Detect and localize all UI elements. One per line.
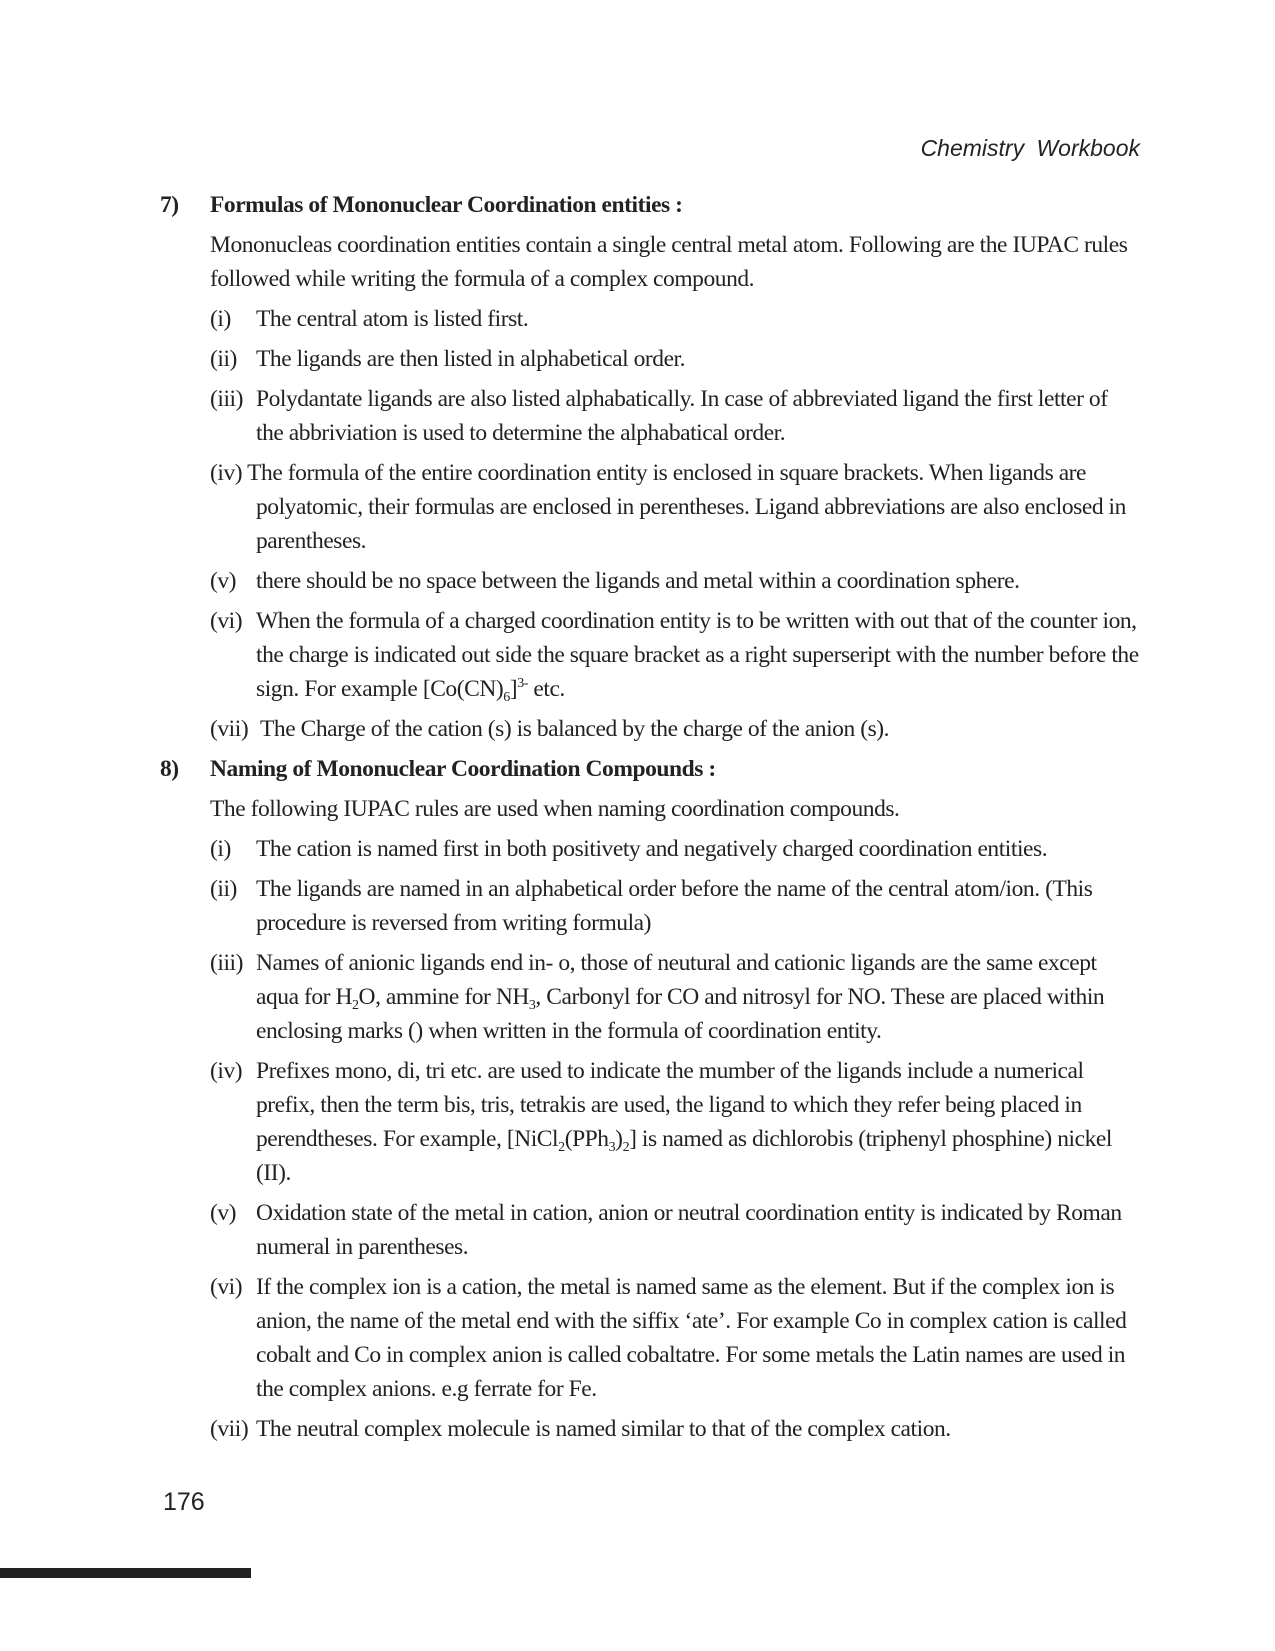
list-text-part: When the formula of a charged coordination entity is to be written with out that of the counter ion, the charge is indicated out side the square bracket as a right superseript with the number before the sign. For example xyxy=(256,608,1139,702)
formula-subscript: 2 xyxy=(558,1140,565,1155)
list-text-part: , Carbonyl for CO and nitrosyl for NO. These are placed within enclosing marks () when written in the formula of coordination entity. xyxy=(256,984,1105,1044)
section-title: Formulas of Mononuclear Coordination entities : xyxy=(210,192,683,218)
list-item xyxy=(160,382,1140,450)
list-text: If the complex ion is a cation, the metal is named same as the element. But if the complex ion is anion, the name of the metal end with the siffix ‘ate’. For example Co in complex cation is called cobalt and Co in complex anion is called cobaltatre. For some metals the Latin names are used in the complex anions. e.g ferrate for Fe. xyxy=(256,1274,1127,1402)
list-marker: (ii) xyxy=(210,876,237,902)
list-marker: (v) xyxy=(210,1200,237,1226)
list-marker: (ii) xyxy=(210,346,237,372)
list-text xyxy=(256,946,1140,1048)
section-8-intro: The following IUPAC rules are used when naming coordination compounds. xyxy=(210,796,900,822)
list-text: The formula of the entire coordination entity is enclosed in square brackets. When ligands are polyatomic, their formulas are enclosed in perentheses. Ligand abbreviations are also enclosed in parentheses. xyxy=(247,460,1126,554)
list-text: The cation is named first in both positivety and negatively charged coordination entities. xyxy=(256,836,1048,862)
footer-bar xyxy=(0,1568,251,1578)
list-item xyxy=(160,1196,1140,1264)
section-title: Naming of Mononuclear Coordination Compounds : xyxy=(210,756,716,782)
formula-part: ] xyxy=(509,676,518,702)
running-header: Chemistry Workbook xyxy=(920,135,1140,161)
list-item xyxy=(160,342,1140,376)
formula-superscript: 3- xyxy=(517,676,528,691)
list-marker: (iv) xyxy=(210,460,243,486)
list-marker: (i) xyxy=(210,836,231,862)
list-text xyxy=(256,1054,1140,1190)
list-marker: (vii) xyxy=(210,716,249,742)
list-text-part: Names of anionic ligands end in- o, those of neutural and cationic ligands are the same except aqua for H xyxy=(256,950,1097,1010)
list-text: Polydantate ligands are also listed alphabatically. In case of abbreviated ligand the first letter of the abbriviation is used to determine the alphabatical order. xyxy=(256,386,1108,446)
list-text-part: ) xyxy=(615,1126,623,1152)
section-number: 7) xyxy=(160,192,179,218)
chemical-formula xyxy=(422,676,528,705)
section-7-intro: Mononucleas coordination entities contain a single central metal atom. Following are the IUPAC rules followed while writing the formula of a complex compound. xyxy=(210,232,1128,292)
list-marker: (i) xyxy=(210,306,231,332)
list-text: The central atom is listed first. xyxy=(256,306,529,332)
list-text: The ligands are then listed in alphabetical order. xyxy=(256,346,686,372)
list-item xyxy=(160,456,1140,558)
page-content xyxy=(160,188,1140,1452)
list-text-part: (PPh xyxy=(564,1126,609,1152)
list-item xyxy=(160,872,1140,940)
list-text-part: ] is named as dichlorobis (triphenyl phosphine) nickel (II). xyxy=(256,1126,1112,1186)
formula-subscript: 6 xyxy=(503,690,510,705)
list-item xyxy=(160,1412,1140,1446)
list-item xyxy=(160,946,1140,1048)
list-item xyxy=(160,832,1140,866)
list-text: The ligands are named in an alphabetical order before the name of the central atom/ion. (This procedure is reversed from writing formula) xyxy=(256,876,1093,936)
list-marker: (vii) xyxy=(210,1416,249,1442)
list-marker: (iv) xyxy=(210,1058,243,1084)
section-8-heading xyxy=(160,752,1140,786)
list-marker: (vi) xyxy=(210,608,243,634)
list-text-part: Prefixes mono, di, tri etc. are used to indicate the mumber of the ligands include a numerical prefix, then the term bis, tris, tetrakis are used, the ligand to which they refer being placed in perendtheses. For example, [NiCl xyxy=(256,1058,1084,1152)
formula-part: [Co(CN) xyxy=(422,676,504,702)
list-text xyxy=(256,604,1140,706)
formula-subscript: 2 xyxy=(351,998,359,1013)
list-item xyxy=(160,1054,1140,1190)
list-marker: (iii) xyxy=(210,950,243,976)
formula-subscript: 2 xyxy=(622,1140,630,1155)
list-item xyxy=(160,712,1140,746)
page-number: 176 xyxy=(163,1488,205,1516)
list-text: The Charge of the cation (s) is balanced by the charge of the anion (s). xyxy=(260,716,890,742)
list-marker: (v) xyxy=(210,568,237,594)
section-7-heading xyxy=(160,188,1140,222)
list-marker: (vi) xyxy=(210,1274,243,1300)
formula-subscript: 3 xyxy=(608,1140,616,1155)
list-item xyxy=(160,604,1140,706)
list-item xyxy=(160,564,1140,598)
formula-subscript: 3 xyxy=(528,998,536,1013)
list-marker: (iii) xyxy=(210,386,243,412)
list-text-part: etc. xyxy=(527,676,565,702)
list-item xyxy=(160,302,1140,336)
list-text: The neutral complex molecule is named similar to that of the complex cation. xyxy=(256,1416,951,1442)
list-text: there should be no space between the ligands and metal within a coordination sphere. xyxy=(256,568,1020,594)
section-number: 8) xyxy=(160,756,179,782)
list-item xyxy=(160,1270,1140,1406)
list-text: Oxidation state of the metal in cation, anion or neutral coordination entity is indicated by Roman numeral in parentheses. xyxy=(256,1200,1122,1260)
list-text-part: O, ammine for NH xyxy=(358,984,529,1010)
